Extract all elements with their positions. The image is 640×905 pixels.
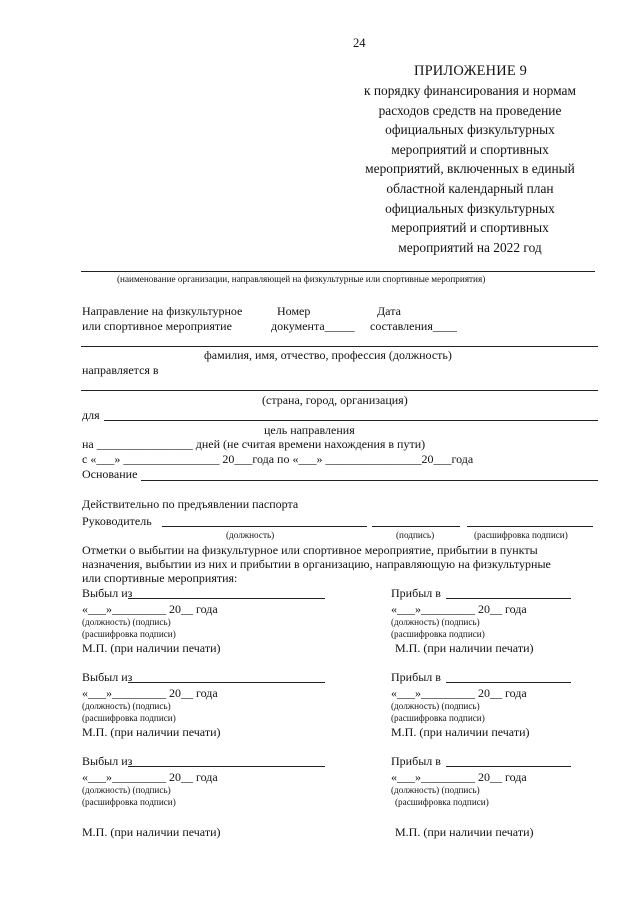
signature-decoding-caption: (расшифровка подписи): [395, 797, 489, 807]
appendix-line: к порядку финансирования и нормам: [364, 83, 576, 98]
basis-label: Основание: [82, 467, 138, 481]
stamp-note: М.П. (при наличии печати): [395, 641, 534, 655]
arrival-label: Прибыл в: [391, 586, 441, 600]
appendix-line: мероприятий и спортивных: [391, 220, 549, 236]
departure-date-field[interactable]: «___»_________ 20__ года: [82, 686, 218, 700]
arrival-label: Прибыл в: [391, 754, 441, 768]
departure-label: Выбыл из: [82, 670, 133, 684]
head-label: Руководитель: [82, 514, 152, 528]
appendix-line: мероприятий на 2022 год: [398, 239, 542, 255]
org-name-line[interactable]: [81, 271, 595, 272]
marks-text-line: или спортивные мероприятия:: [82, 571, 238, 585]
head-signature-line[interactable]: [372, 526, 460, 527]
date-label: Дата: [377, 304, 401, 318]
date-field[interactable]: составления____: [370, 319, 457, 333]
for-label: для: [82, 408, 100, 422]
head-signature-caption: (подпись): [396, 530, 435, 540]
arrival-date-field[interactable]: «___»_________ 20__ года: [391, 770, 527, 784]
appendix-line: официальных физкультурных: [385, 122, 555, 138]
signature-decoding-caption: (расшифровка подписи): [82, 629, 176, 639]
position-signature-caption: (должность) (подпись): [82, 785, 171, 795]
departure-place-line[interactable]: [128, 598, 325, 599]
appendix-title: ПРИЛОЖЕНИЕ 9: [414, 63, 528, 79]
appendix-line: мероприятий, включенных в единый: [365, 161, 575, 177]
page-number: 24: [353, 36, 366, 50]
departure-label: Выбыл из: [82, 754, 133, 768]
appendix-description: [340, 81, 600, 257]
signature-decoding-caption: (расшифровка подписи): [391, 713, 485, 723]
position-signature-caption: (должность) (подпись): [82, 617, 171, 627]
head-decoding-caption: (расшифровка подписи): [474, 530, 568, 540]
appendix-line: областной календарный план: [386, 180, 554, 196]
person-caption: фамилия, имя, отчество, профессия (должность): [204, 348, 452, 362]
place-caption: (страна, город, организация): [262, 393, 408, 407]
stamp-note: М.П. (при наличии печати): [395, 825, 534, 839]
signature-decoding-caption: (расшифровка подписи): [82, 797, 176, 807]
departure-date-field[interactable]: «___»_________ 20__ года: [82, 770, 218, 784]
departure-date-field[interactable]: «___»_________ 20__ года: [82, 602, 218, 616]
period-field[interactable]: с «___» ________________ 20___года по «___» ________________20___года: [82, 452, 474, 466]
stamp-note: М.П. (при наличии печати): [82, 641, 221, 655]
head-decoding-line[interactable]: [467, 526, 593, 527]
head-position-line[interactable]: [162, 526, 367, 527]
arrival-date-field[interactable]: «___»_________ 20__ года: [391, 602, 527, 616]
signature-decoding-caption: (расшифровка подписи): [391, 629, 485, 639]
head-position-caption: (должность): [226, 530, 275, 540]
stamp-note: М.П. (при наличии печати): [82, 825, 221, 839]
appendix-line: официальных физкультурных: [385, 200, 555, 216]
departure-place-line[interactable]: [128, 766, 325, 767]
org-caption: (наименование организации, направляющей на физкультурные или спортивные мероприятия): [117, 274, 486, 284]
arrival-place-line[interactable]: [446, 598, 571, 599]
passport-note: Действительно по предъявлении паспорта: [82, 497, 299, 511]
direction-label: Направление на физкультурное: [82, 304, 243, 318]
position-signature-caption: (должность) (подпись): [391, 785, 480, 795]
doc-number-label: Номер: [277, 304, 311, 318]
days-field[interactable]: на ________________ дней (не считая времени нахождения в пути): [82, 437, 426, 451]
sent-to-label: направляется в: [82, 363, 159, 377]
departure-place-line[interactable]: [128, 682, 325, 683]
position-signature-caption: (должность) (подпись): [391, 701, 480, 711]
position-signature-caption: (должность) (подпись): [391, 617, 480, 627]
purpose-caption: цель направления: [264, 423, 355, 437]
arrival-date-field[interactable]: «___»_________ 20__ года: [391, 686, 527, 700]
marks-text-line: назначения, выбытии из них и прибытии в организацию, направляющую на физкультурные: [82, 557, 551, 571]
arrival-label: Прибыл в: [391, 670, 441, 684]
basis-line[interactable]: [141, 480, 598, 481]
departure-label: Выбыл из: [82, 586, 133, 600]
arrival-place-line[interactable]: [446, 766, 571, 767]
arrival-place-line[interactable]: [446, 682, 571, 683]
stamp-note: М.П. (при наличии печати): [391, 725, 530, 739]
place-line[interactable]: [81, 390, 598, 391]
person-line[interactable]: [81, 346, 598, 347]
marks-text-line: Отметки о выбытии на физкультурное или спортивное мероприятие, прибытии в пункты: [82, 543, 538, 557]
stamp-note: М.П. (при наличии печати): [82, 725, 221, 739]
purpose-line[interactable]: [104, 420, 598, 421]
appendix-line: мероприятий и спортивных: [391, 141, 549, 157]
direction-label-2: или спортивное мероприятие: [82, 319, 232, 333]
appendix-line: расходов средств на проведение: [378, 102, 562, 118]
doc-number-field[interactable]: документа_____: [271, 319, 355, 333]
signature-decoding-caption: (расшифровка подписи): [82, 713, 176, 723]
position-signature-caption: (должность) (подпись): [82, 701, 171, 711]
